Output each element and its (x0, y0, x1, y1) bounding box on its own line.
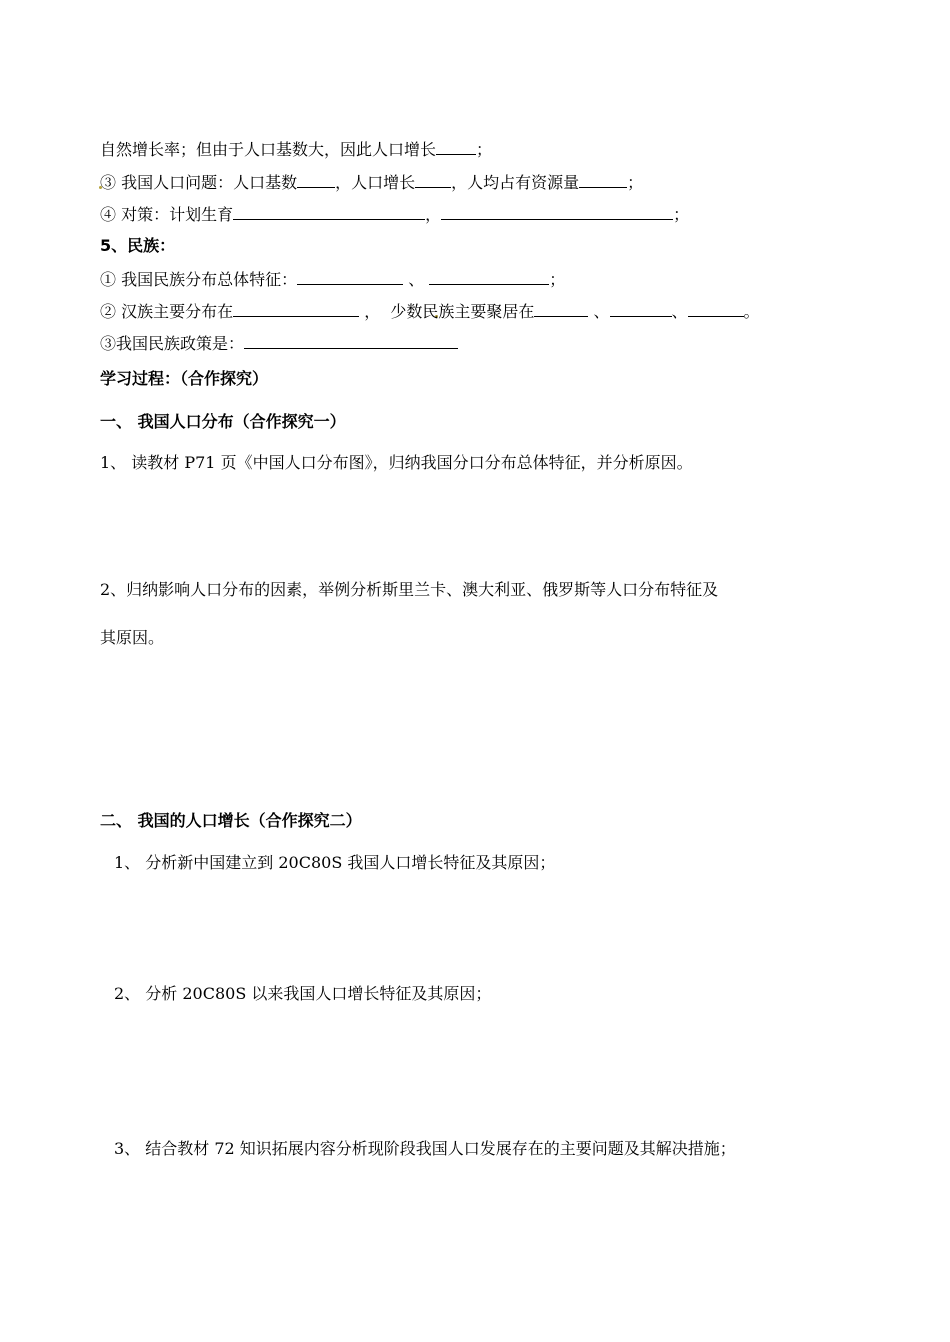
text: ③ 我国人口问题：人口基数 (100, 173, 298, 192)
fill-blank[interactable] (534, 300, 588, 317)
fill-blank[interactable] (233, 203, 425, 220)
fill-blank[interactable] (233, 300, 359, 317)
text: ，人口增长 (335, 173, 416, 192)
fill-blank[interactable] (297, 268, 403, 285)
question-1-2-cont: 其原因。 (100, 628, 165, 647)
text-line-1 (100, 138, 492, 161)
fill-blank[interactable] (579, 171, 627, 188)
fill-blank[interactable] (297, 171, 335, 188)
text: ① 我国民族分布总体特征： (100, 270, 298, 289)
fill-blank[interactable] (436, 138, 476, 155)
fill-blank[interactable] (688, 300, 744, 317)
text-line-5 (100, 268, 565, 291)
text: ， (425, 205, 442, 224)
text: ； (549, 270, 566, 289)
heading-learning-process: 学习过程：（合作探究） (100, 369, 269, 388)
text: 。 (743, 302, 760, 321)
heading-section-2: 二、 我国的人口增长（合作探究二） (100, 811, 362, 830)
text: ④ 对策：计划生育 (100, 205, 234, 224)
fill-blank[interactable] (441, 203, 673, 220)
text-line-7 (100, 332, 458, 355)
text: 、 (671, 302, 688, 321)
question-1-1: 1、 读教材 P71 页《中国人口分布图》，归纳我国分口分布总体特征，并分析原因。 (100, 453, 693, 472)
text: ③我国民族政策是： (100, 334, 245, 353)
question-2-3: 3、 结合教材 72 知识拓展内容分析现阶段我国人口发展存在的主要问题及其解决措施； (114, 1139, 736, 1158)
text: ，人均占有资源量 (451, 173, 580, 192)
text: 自然增长率；但由于人口基数大，因此人口增长 (100, 140, 437, 159)
text: ； (673, 205, 690, 224)
text: 少数民族主要聚居在 (390, 302, 535, 321)
fill-blank[interactable] (610, 300, 672, 317)
text: ； (476, 140, 493, 159)
heading-ethnic: 5、民族： (100, 236, 176, 255)
heading-section-1: 一、 我国人口分布（合作探究一） (100, 412, 346, 431)
question-2-2: 2、 分析 20C80S 以来我国人口增长特征及其原因； (114, 984, 492, 1003)
fill-blank[interactable] (244, 332, 458, 349)
fill-blank[interactable] (429, 268, 549, 285)
text-line-3 (100, 203, 689, 226)
question-1-2: 2、归纳影响人口分布的因素，举例分析斯里兰卡、澳大利亚、俄罗斯等人口分布特征及 (100, 580, 719, 599)
text: ； (627, 173, 644, 192)
text-line-2 (100, 171, 643, 194)
text: 、 (593, 302, 610, 321)
fill-blank[interactable] (415, 171, 451, 188)
text: ， (364, 302, 381, 321)
text: ② 汉族主要分布在 (100, 302, 234, 321)
text-line-6 (100, 300, 760, 323)
text: 、 (408, 270, 425, 289)
question-2-1: 1、 分析新中国建立到 20C80S 我国人口增长特征及其原因； (114, 853, 556, 872)
